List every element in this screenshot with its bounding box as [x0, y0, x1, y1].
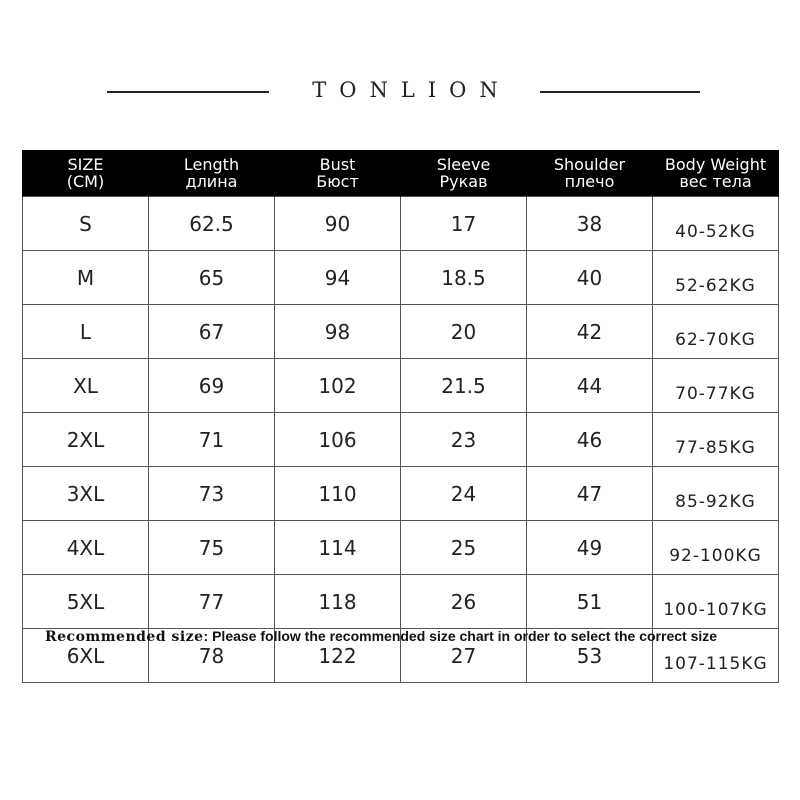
- table-row: [23, 575, 779, 629]
- brand-divider-left: [107, 91, 269, 93]
- cell-size: XL: [23, 359, 149, 413]
- cell-sleeve: 20: [401, 305, 527, 359]
- cell-body-weight: 107-115KG: [653, 629, 779, 683]
- header-size: SIZE (CM): [23, 150, 149, 197]
- table-row: [23, 305, 779, 359]
- cell-bust: 90: [275, 197, 401, 251]
- cell-size: L: [23, 305, 149, 359]
- note-label: Recommended size: [45, 629, 204, 645]
- header-shoulder: Shoulder плечо: [527, 150, 653, 197]
- cell-length: 67: [149, 305, 275, 359]
- cell-size: M: [23, 251, 149, 305]
- cell-length: 73: [149, 467, 275, 521]
- cell-length: 65: [149, 251, 275, 305]
- table-row: [23, 251, 779, 305]
- cell-sleeve: 24: [401, 467, 527, 521]
- cell-body-weight: 85-92KG: [653, 467, 779, 521]
- recommendation-note: [45, 628, 785, 645]
- cell-sleeve: 27: [401, 629, 527, 683]
- header-length: Length длина: [149, 150, 275, 197]
- cell-body-weight: 52-62KG: [653, 251, 779, 305]
- cell-bust: 122: [275, 629, 401, 683]
- cell-length: 62.5: [149, 197, 275, 251]
- cell-length: 71: [149, 413, 275, 467]
- cell-length: 77: [149, 575, 275, 629]
- table-body: [23, 197, 779, 683]
- table-row: [23, 359, 779, 413]
- cell-size: 5XL: [23, 575, 149, 629]
- cell-length: 78: [149, 629, 275, 683]
- cell-shoulder: 51: [527, 575, 653, 629]
- note-text: : Please follow the recommended size chart in order to select the correct size: [203, 628, 718, 644]
- cell-shoulder: 46: [527, 413, 653, 467]
- table-header-row: [23, 150, 779, 197]
- cell-sleeve: 21.5: [401, 359, 527, 413]
- cell-sleeve: 26: [401, 575, 527, 629]
- cell-bust: 98: [275, 305, 401, 359]
- cell-body-weight: 77-85KG: [653, 413, 779, 467]
- cell-sleeve: 18.5: [401, 251, 527, 305]
- table-row: [23, 467, 779, 521]
- cell-sleeve: 23: [401, 413, 527, 467]
- cell-bust: 118: [275, 575, 401, 629]
- table-row: [23, 521, 779, 575]
- cell-bust: 114: [275, 521, 401, 575]
- cell-shoulder: 40: [527, 251, 653, 305]
- table-row: [23, 197, 779, 251]
- cell-shoulder: 44: [527, 359, 653, 413]
- cell-body-weight: 70-77KG: [653, 359, 779, 413]
- cell-sleeve: 25: [401, 521, 527, 575]
- table-row: [23, 413, 779, 467]
- cell-length: 69: [149, 359, 275, 413]
- size-chart-table: [22, 150, 779, 683]
- brand-divider-right: [540, 91, 700, 93]
- header-body-weight: Body Weight вес тела: [653, 150, 779, 197]
- brand-header: [0, 72, 800, 112]
- cell-size: 4XL: [23, 521, 149, 575]
- header-bust: Bust Бюст: [275, 150, 401, 197]
- cell-shoulder: 47: [527, 467, 653, 521]
- header-sleeve: Sleeve Рукав: [401, 150, 527, 197]
- cell-shoulder: 53: [527, 629, 653, 683]
- cell-size: 3XL: [23, 467, 149, 521]
- cell-size: 2XL: [23, 413, 149, 467]
- cell-size: 6XL: [23, 629, 149, 683]
- brand-name: TONLION: [312, 78, 511, 102]
- cell-length: 75: [149, 521, 275, 575]
- cell-bust: 110: [275, 467, 401, 521]
- cell-sleeve: 17: [401, 197, 527, 251]
- cell-bust: 106: [275, 413, 401, 467]
- cell-shoulder: 49: [527, 521, 653, 575]
- cell-body-weight: 40-52KG: [653, 197, 779, 251]
- cell-bust: 94: [275, 251, 401, 305]
- cell-shoulder: 42: [527, 305, 653, 359]
- cell-shoulder: 38: [527, 197, 653, 251]
- cell-size: S: [23, 197, 149, 251]
- cell-bust: 102: [275, 359, 401, 413]
- cell-body-weight: 62-70KG: [653, 305, 779, 359]
- cell-body-weight: 100-107KG: [653, 575, 779, 629]
- cell-body-weight: 92-100KG: [653, 521, 779, 575]
